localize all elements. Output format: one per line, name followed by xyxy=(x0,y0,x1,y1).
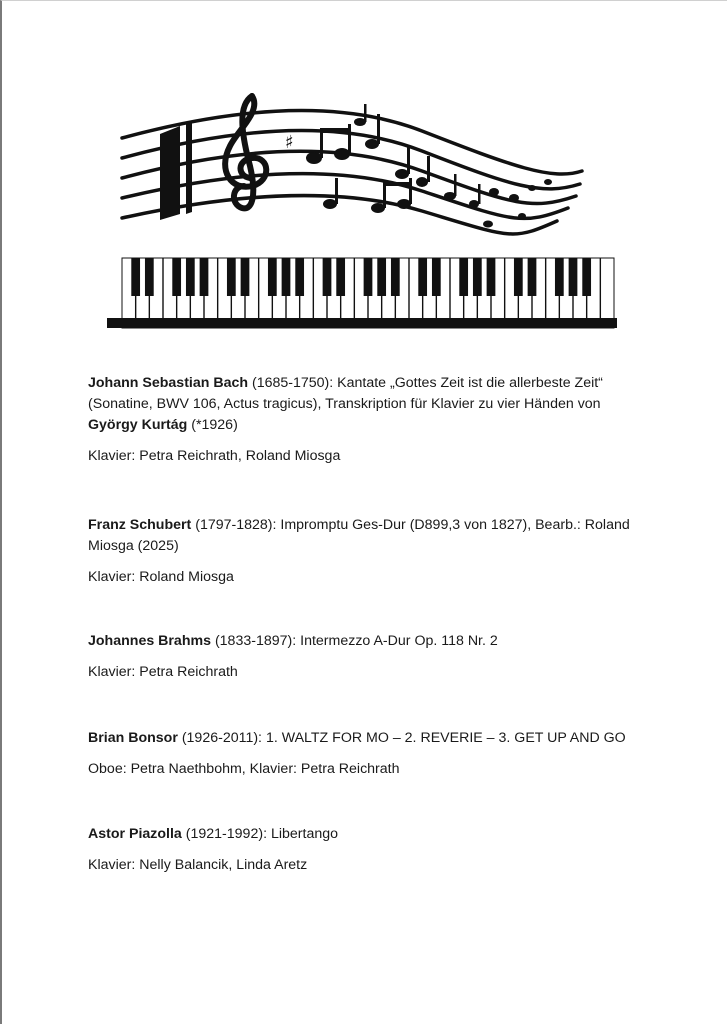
black-key xyxy=(514,258,523,296)
black-key xyxy=(241,258,250,296)
program-entry xyxy=(88,373,648,467)
work-description xyxy=(88,728,648,749)
work-description xyxy=(88,373,648,436)
composer-name: Brian Bonsor xyxy=(88,730,178,746)
performers: Klavier: Roland Miosga xyxy=(88,569,234,585)
music-staff-piano-icon xyxy=(102,86,622,336)
black-key xyxy=(418,258,427,296)
arranger-name: György Kurtág xyxy=(88,417,188,433)
performers: Oboe: Petra Naethbohm, Klavier: Petra Reichrath xyxy=(88,761,400,777)
black-key xyxy=(432,258,441,296)
black-key xyxy=(172,258,181,296)
arranger-dates: (*1926) xyxy=(187,417,238,433)
work-details: (1797-1828): Impromptu Ges-Dur (D899,3 von 1827), Bearb.: Roland Miosga (2025) xyxy=(88,517,630,554)
work-details: (1685-1750): Kantate „Gottes Zeit ist die allerbeste Zeit“ (Sonatine, BWV 106, Actus tragicus), Transkription für Klavier zu vier Händen von xyxy=(88,375,603,412)
work-details: (1921-1992): Libertango xyxy=(181,826,339,842)
black-key xyxy=(569,258,578,296)
composer-name: Astor Piazolla xyxy=(88,826,182,842)
performers: Klavier: Nelly Balancik, Linda Aretz xyxy=(88,857,308,873)
program-entry xyxy=(88,824,648,876)
composer-name: Johannes Brahms xyxy=(88,633,211,649)
black-key xyxy=(487,258,496,296)
black-key xyxy=(364,258,373,296)
performers: Klavier: Petra Reichrath xyxy=(88,664,238,680)
black-key xyxy=(336,258,345,296)
black-key xyxy=(391,258,400,296)
black-key xyxy=(227,258,236,296)
work-description xyxy=(88,824,648,845)
work-description xyxy=(88,631,648,652)
black-key xyxy=(145,258,154,296)
program-entry xyxy=(88,631,648,683)
black-key xyxy=(377,258,386,296)
work-details: (1833-1897): Intermezzo A-Dur Op. 118 Nr. 2 xyxy=(211,633,498,649)
composer-name: Johann Sebastian Bach xyxy=(88,375,249,391)
sharp-icon: ♯ xyxy=(285,132,294,153)
black-key xyxy=(582,258,591,296)
work-details: (1926-2011): 1. WALTZ FOR MO – 2. REVERIE – 3. GET UP AND GO xyxy=(177,730,626,746)
black-key xyxy=(282,258,291,296)
black-key xyxy=(131,258,140,296)
double-barline xyxy=(160,122,192,220)
work-description xyxy=(88,515,648,557)
performers: Klavier: Petra Reichrath, Roland Miosga xyxy=(88,448,341,464)
black-key xyxy=(323,258,332,296)
black-key xyxy=(473,258,482,296)
program-entry xyxy=(88,515,648,588)
black-key xyxy=(268,258,277,296)
black-key xyxy=(186,258,195,296)
composer-name: Franz Schubert xyxy=(88,517,192,533)
black-key xyxy=(528,258,537,296)
program-entry xyxy=(88,728,648,780)
black-key xyxy=(200,258,209,296)
black-key xyxy=(555,258,564,296)
piano-keyboard-icon xyxy=(107,258,617,328)
black-key xyxy=(459,258,468,296)
black-key xyxy=(295,258,304,296)
